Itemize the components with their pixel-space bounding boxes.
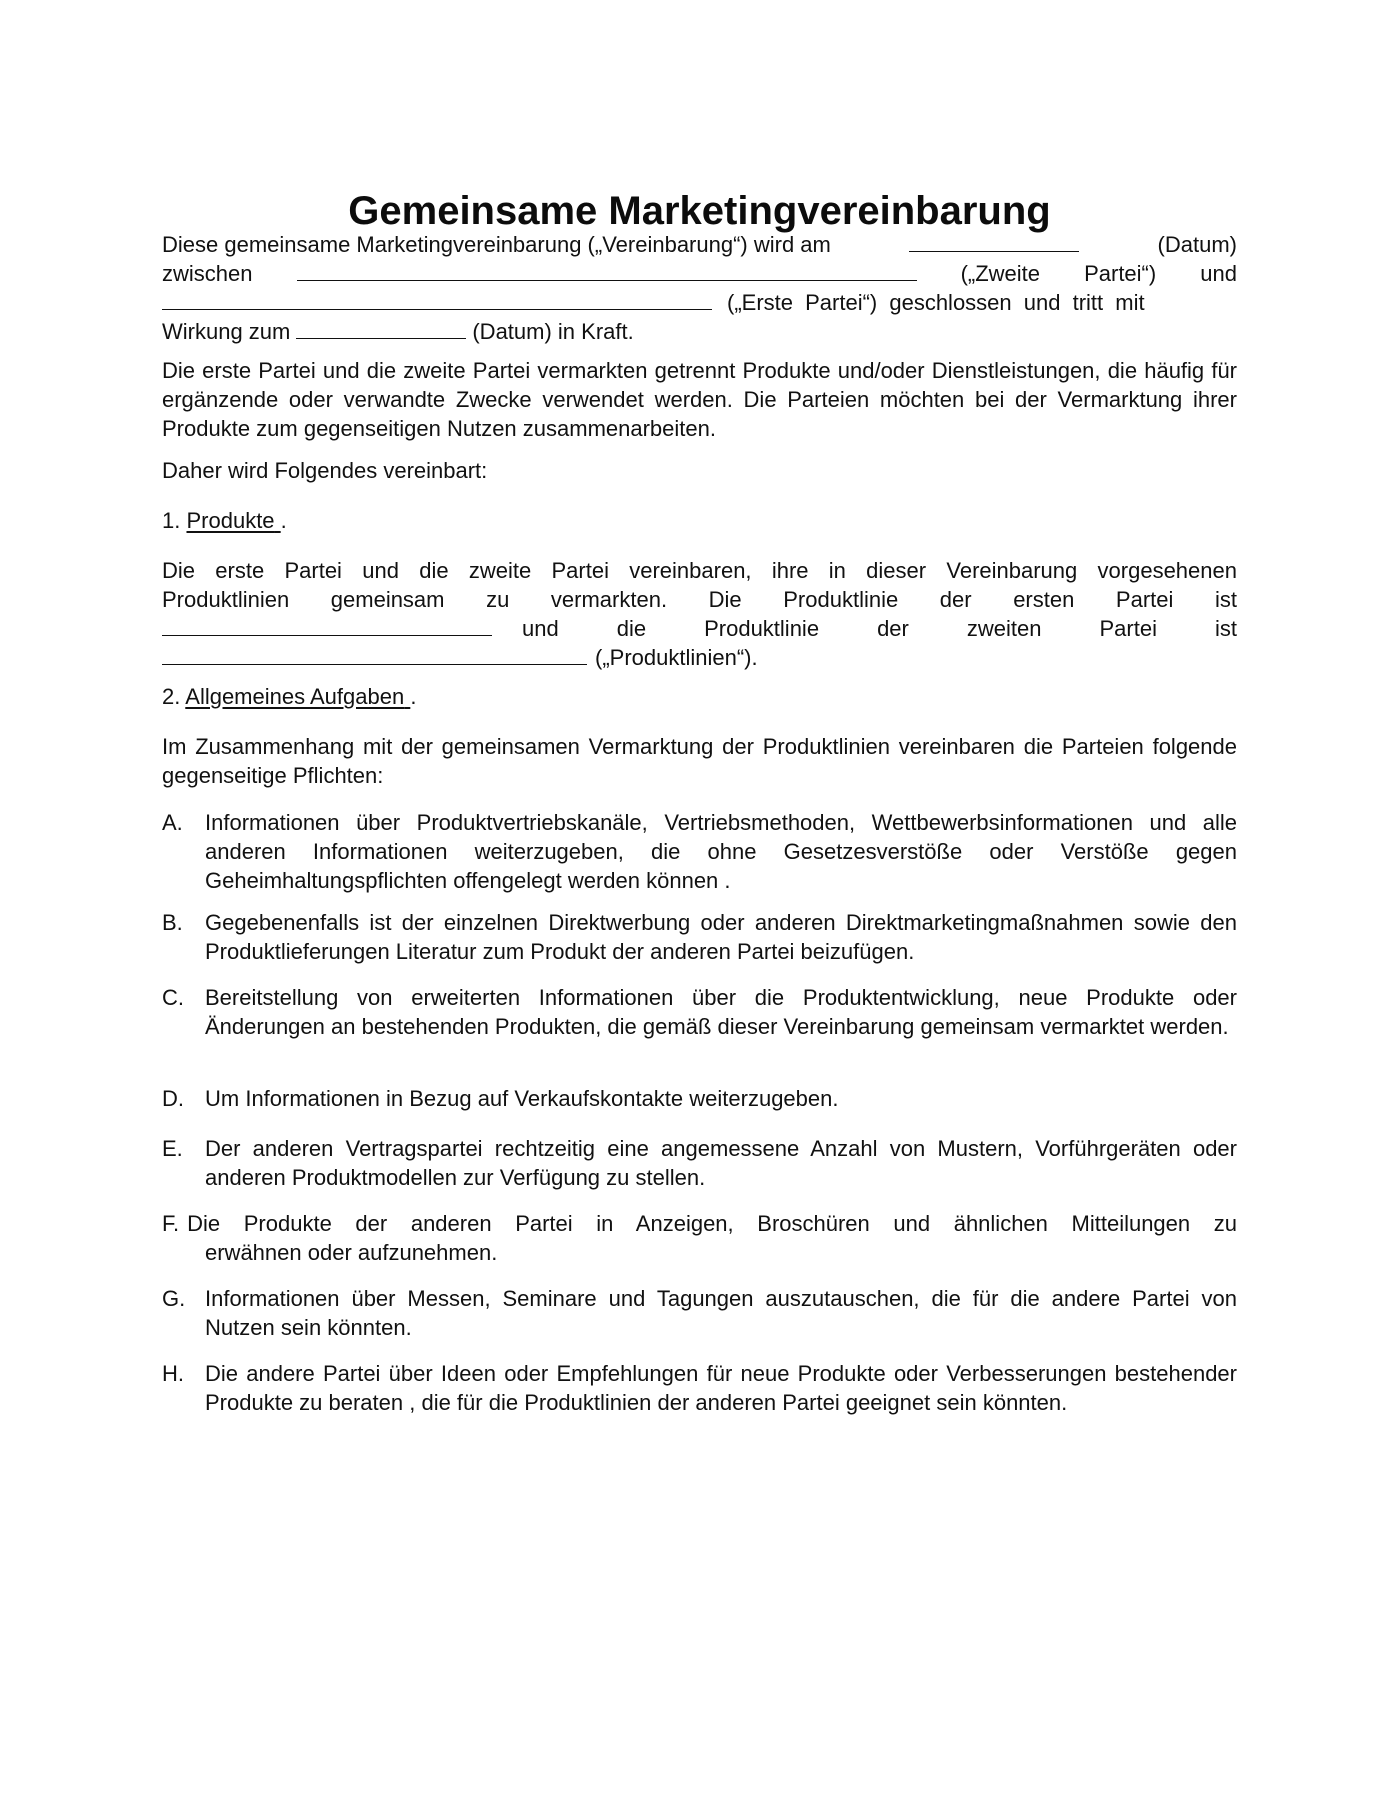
item-marker: B. xyxy=(162,910,183,935)
item-text: Gegebenenfalls ist der einzelnen Direktwerbung oder anderen Direktmarketingmaßnahmen sowie den Produktlieferungen Literatur zum Produkt der anderen Partei beizufügen. xyxy=(205,910,1237,964)
obligation-item-f xyxy=(162,1209,1237,1267)
body-line: Die erste Partei und die zweite Partei vereinbaren, ihre in dieser Vereinbarung vorgesehenen xyxy=(162,558,1237,583)
first-party-blank xyxy=(162,289,712,310)
obligation-item-c xyxy=(162,983,1237,1041)
intro-text: (Datum) in Kraft. xyxy=(472,319,634,344)
intro-text: Diese gemeinsame Marketingvereinbarung („Vereinbarung“) wird am xyxy=(162,232,831,257)
item-first-line xyxy=(162,1209,1237,1238)
body-line: („Produktlinien“). xyxy=(595,645,758,670)
intro-text: Partei“) xyxy=(1084,261,1157,286)
section-2-intro: Im Zusammenhang mit der gemeinsamen Vermarktung der Produktlinien vereinbaren die Parteien folgende gegenseitige Pflichten: xyxy=(162,734,1237,788)
item-text: Um Informationen in Bezug auf Verkaufskontakte weiterzugeben. xyxy=(205,1086,839,1111)
section-title-text: Allgemeines Aufgaben xyxy=(185,684,405,709)
item-text: Die andere Partei über Ideen oder Empfehlungen für neue Produkte oder Verbesserungen bestehender Produkte zu beraten , die für die Produktlinien der anderen Partei geeignet sein könnten. xyxy=(205,1361,1237,1415)
obligation-item-h xyxy=(162,1359,1237,1417)
second-party-blank xyxy=(297,260,917,281)
first-product-line-blank xyxy=(162,615,492,636)
recital-paragraph: Die erste Partei und die zweite Partei vermarkten getrennt Produkte und/oder Dienstleistungen, die häufig für ergänzende oder verwandte Zwecke verwendet werden. Die Parteien möchten bei der Vermarktung ihrer Produkte zum gegenseitigen Nutzen zusammenarbeiten. xyxy=(162,358,1237,441)
intro-text xyxy=(727,288,1237,317)
intro-text: („Erste Partei“) geschlossen und tritt mit xyxy=(727,290,1145,315)
item-marker: G. xyxy=(162,1286,186,1311)
intro-text: und xyxy=(1200,261,1237,286)
body-line: Produktlinien gemeinsam zu vermarkten. Die Produktlinie der ersten Partei ist xyxy=(162,587,1237,612)
item-text: Der anderen Vertragspartei rechtzeitig eine angemessene Anzahl von Mustern, Vorführgeräten oder anderen Produktmodellen zur Verfügung zu stellen. xyxy=(205,1136,1237,1190)
section-title xyxy=(186,508,280,533)
document-title: Gemeinsame Marketingvereinbarung xyxy=(348,189,1051,233)
section-title-text: Produkte xyxy=(186,508,275,533)
obligation-item-d xyxy=(162,1084,1237,1113)
item-text: Informationen über Messen, Seminare und Tagungen auszutauschen, die für die andere Partei von Nutzen sein könnten. xyxy=(205,1286,1237,1340)
obligation-item-a xyxy=(162,808,1237,895)
obligation-item-g xyxy=(162,1284,1237,1342)
obligation-item-e xyxy=(162,1134,1237,1192)
item-marker: C. xyxy=(162,985,184,1010)
item-text: erwähnen oder aufzunehmen. xyxy=(205,1240,498,1265)
section-number: 2. xyxy=(162,684,181,709)
obligation-item-b xyxy=(162,908,1237,966)
section-1-heading: 1. Produkte . xyxy=(162,508,287,533)
date-blank xyxy=(909,231,1079,252)
effective-date-blank xyxy=(296,318,466,339)
item-marker: F. xyxy=(162,1211,180,1236)
item-marker: A. xyxy=(162,810,183,835)
section-1-body xyxy=(162,556,1237,672)
section-title xyxy=(185,684,410,709)
intro-text: Wirkung zum xyxy=(162,319,291,344)
second-product-line-blank xyxy=(162,644,587,665)
section-number: 1. xyxy=(162,508,181,533)
intro-paragraph xyxy=(162,230,1237,346)
item-text: Informationen über Produktvertriebskanäle, Vertriebsmethoden, Wettbewerbsinformationen und alle anderen Informationen weiterzugeben, die ohne Gesetzesverstöße oder Verstöße gegen Geheimhaltungspflichten offengelegt werden können . xyxy=(205,810,1237,893)
intro-text: (Datum) xyxy=(1157,232,1237,257)
intro-text: („Zweite xyxy=(960,261,1041,286)
item-text: Die Produkte der anderen Partei in Anzeigen, Broschüren und ähnlichen Mitteilungen zu xyxy=(187,1211,1237,1236)
intro-text: zwischen xyxy=(162,261,253,286)
agreed-line: Daher wird Folgendes vereinbart: xyxy=(162,458,488,483)
item-text: Bereitstellung von erweiterten Informationen über die Produktentwicklung, neue Produkte oder Änderungen an bestehenden Produkten, die gemäß dieser Vereinbarung gemeinsam vermarktet werden. xyxy=(205,985,1237,1039)
item-marker: H. xyxy=(162,1361,184,1386)
section-2-heading: 2. Allgemeines Aufgaben . xyxy=(162,684,417,709)
item-marker: E. xyxy=(162,1136,183,1161)
item-marker: D. xyxy=(162,1086,184,1111)
body-line: und die Produktlinie der zweiten Partei ist xyxy=(522,616,1237,641)
